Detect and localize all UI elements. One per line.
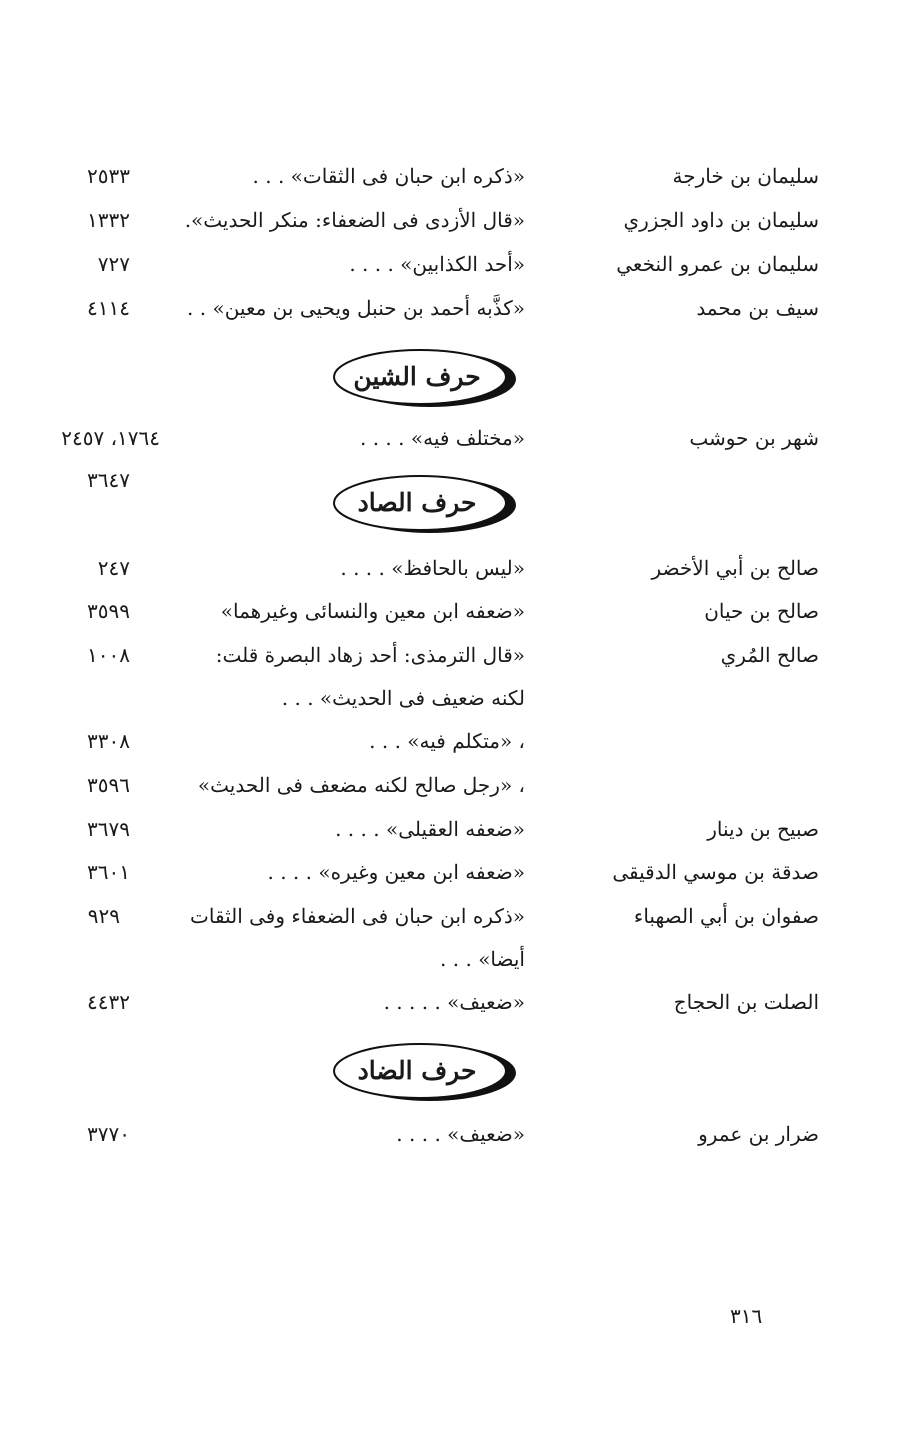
entry-name: صدقة بن موسي الدقيقى [612, 860, 819, 884]
entry-name: صالح المُري [720, 643, 819, 667]
entry-verdict: «ضعيف» . . . . [396, 1122, 525, 1146]
entry-name: سيف بن محمد [696, 296, 819, 320]
heading-label: حرف الشين [353, 362, 481, 391]
entry-number: ٤١١٤ [87, 296, 130, 320]
entry-name: سليمان بن داود الجزري [623, 208, 819, 232]
section-heading-dad [330, 1042, 520, 1102]
section-heading-sad [330, 474, 520, 534]
entry-number: ٣٥٩٦ [87, 773, 130, 797]
entry-number: ٣٧٧٠ [87, 1122, 130, 1146]
section-heading-shin [330, 348, 520, 408]
entry-verdict: «ضعيف» . . . . . [383, 990, 525, 1014]
entry-number: ٣٣٠٨ [87, 729, 130, 753]
entry-number: ١٣٣٢ [87, 208, 130, 232]
entry-name: شهر بن حوشب [689, 426, 819, 450]
entry-number: ٣٦٠١ [87, 860, 130, 884]
heading-label: حرف الصاد [357, 488, 477, 517]
entry-number: ٣٦٧٩ [87, 817, 130, 841]
entry-name: سليمان بن عمرو النخعي [616, 252, 819, 276]
entry-verdict: «ليس بالحافظ» . . . . [340, 556, 525, 580]
entry-number: ٧٢٧ [97, 252, 130, 276]
entry-number: ٣٥٩٩ [87, 599, 130, 623]
entry-name: سليمان بن خارجة [672, 164, 819, 188]
entry-verdict: «قال الأزدى فى الضعفاء: منكر الحديث». [184, 208, 525, 232]
entry-verdict: «كذَّبه أحمد بن حنبل ويحيى بن معين» . . [187, 296, 525, 320]
entry-verdict: «ذكره ابن حبان فى الضعفاء وفى الثقات [190, 904, 525, 928]
entry-verdict: «ذكره ابن حبان فى الثقات» . . . [252, 164, 525, 188]
entry-name: الصلت بن الحجاج [673, 990, 819, 1014]
entry-number: ٩٢٩ [87, 904, 120, 928]
entry-name: ضرار بن عمرو [698, 1122, 819, 1146]
entry-verdict-continued: لكنه ضعيف فى الحديث» . . . [281, 686, 525, 710]
entry-name: صفوان بن أبي الصهباء [633, 904, 819, 928]
entry-name: صالح بن حيان [704, 599, 819, 623]
entry-verdict: ، «متكلم فيه» . . . [369, 729, 525, 753]
entry-verdict: «مختلف فيه» . . . . [360, 426, 525, 450]
entry-verdict: ، «رجل صالح لكنه مضعف فى الحديث» [197, 773, 525, 797]
entry-verdict: «ضعفه ابن معين وغيره» . . . . [267, 860, 525, 884]
entry-number: ٢٤٧ [97, 556, 130, 580]
entry-verdict: «ضعفه العقيلى» . . . . [335, 817, 525, 841]
entry-number: ٢٥٣٣ [87, 164, 130, 188]
entry-number: ١٠٠٨ [87, 643, 130, 667]
entry-verdict: «أحد الكذابين» . . . . [349, 252, 525, 276]
page-number: ٣١٦ [730, 1304, 763, 1328]
entry-name: صالح بن أبي الأخضر [651, 556, 819, 580]
entry-name: صبيح بن دينار [707, 817, 819, 841]
entry-verdict: «ضعفه ابن معين والنسائى وغيرهما» [220, 599, 525, 623]
entry-verdict-continued: أيضا» . . . [440, 947, 525, 971]
entry-verdict: «قال الترمذى: أحد زهاد البصرة قلت: [215, 643, 525, 667]
heading-label: حرف الضاد [357, 1056, 477, 1085]
entry-number: ٤٤٣٢ [87, 990, 130, 1014]
entry-number: ٣٦٤٧ [87, 468, 130, 492]
entry-number: ١٧٦٤، ٢٤٥٧ [61, 426, 160, 450]
